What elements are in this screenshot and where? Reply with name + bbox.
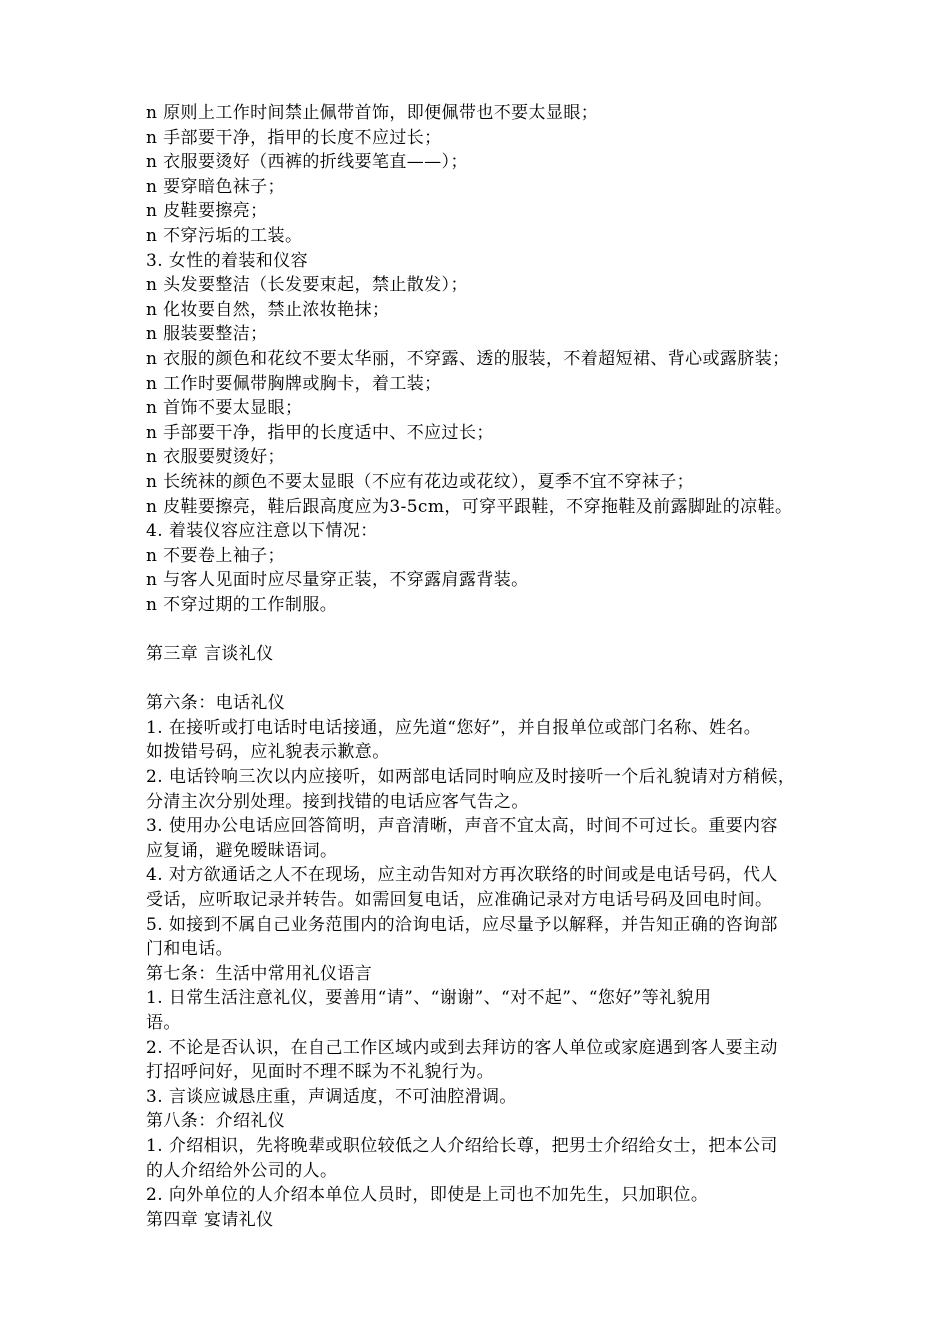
text-line: 4. 对方欲通话之人不在现场，应主动告知对方再次联络的时间或是电话号码，代人 xyxy=(146,865,778,886)
text-line: 语。 xyxy=(146,1012,181,1033)
text-line: n 原则上工作时间禁止佩带首饰，即便佩带也不要太显眼； xyxy=(146,103,599,123)
text-line: 5. 如接到不属自己业务范围内的洽询电话，应尽量予以解释，并告知正确的咨询部 xyxy=(146,914,778,935)
text-line: 门和电话。 xyxy=(146,939,233,960)
text-line: 3. 使用办公电话应回答简明，声音清晰，声音不宜太高，时间不可过长。重要内容 xyxy=(146,816,778,837)
blank-line xyxy=(146,617,860,642)
text-line: 应复诵，避免暧昧语词。 xyxy=(146,840,338,861)
text-line: 分清主次分别处理。接到找错的电话应客气告之。 xyxy=(146,791,529,812)
text-line: n 服装要整洁； xyxy=(146,324,268,345)
article-heading: 第八条：介绍礼仪 xyxy=(146,1111,286,1132)
text-line: n 衣服要熨烫好； xyxy=(146,447,285,468)
text-line: n 工作时要佩带胸牌或胸卡，着工装； xyxy=(146,373,442,394)
text-line: n 头发要整洁（长发要束起，禁止散发）； xyxy=(146,275,468,296)
text-line: 1. 在接听或打电话时电话接通，应先道“您好”，并自报单位或部门名称、姓名。 xyxy=(146,717,762,738)
article-heading: 第六条：电话礼仪 xyxy=(146,693,286,714)
document-body xyxy=(146,101,860,1232)
text-line: 如拨错号码，应礼貌表示歉意。 xyxy=(146,742,390,763)
text-line: n 不穿过期的工作制服。 xyxy=(146,594,338,615)
text-line: 1. 日常生活注意礼仪，要善用“请”、“谢谢”、“对不起”、“您好”等礼貌用 xyxy=(146,988,712,1009)
text-line: n 不要卷上袖子； xyxy=(146,545,285,566)
text-line: 3. 言谈应诚恳庄重，声调适度，不可油腔滑调。 xyxy=(146,1086,517,1107)
text-line: 2. 电话铃响三次以内应接听，如两部电话同时响应及时接听一个后礼貌请对方稍候， xyxy=(146,767,796,788)
text-line: n 手部要干净，指甲的长度适中、不应过长； xyxy=(146,422,494,443)
chapter-heading: 第四章 宴请礼仪 xyxy=(146,1209,274,1230)
text-line: n 手部要干净，指甲的长度不应过长； xyxy=(146,127,442,148)
text-line: 受话，应听取记录并转告。如需回复电话，应准确记录对方电话号码及回电时间。 xyxy=(146,890,773,910)
text-line: n 化妆要自然，禁止浓妆艳抹； xyxy=(146,299,390,320)
text-line: 2. 不论是否认识，在自己工作区域内或到去拜访的客人单位或家庭遇到客人要主动 xyxy=(146,1037,778,1058)
section-heading: 4. 着装仪容应注意以下情况： xyxy=(146,521,378,542)
blank-line xyxy=(146,667,860,692)
text-line: n 衣服的颜色和花纹不要太华丽，不穿露、透的服装，不着超短裙、背心或露脐装； xyxy=(146,348,790,369)
text-line: 的人介绍给外公司的人。 xyxy=(146,1160,338,1181)
section-heading: 3. 女性的着装和仪容 xyxy=(146,250,309,271)
text-line: n 长统袜的颜色不要太显眼（不应有花边或花纹），夏季不宜不穿袜子； xyxy=(146,471,695,492)
text-line: n 首饰不要太显眼； xyxy=(146,398,303,419)
text-line: n 要穿暗色袜子； xyxy=(146,176,285,197)
text-line: n 与客人见面时应尽量穿正装，不穿露肩露背装。 xyxy=(146,570,529,591)
text-line: 打招呼问好，见面时不理不睬为不礼貌行为。 xyxy=(146,1062,494,1083)
article-heading: 第七条：生活中常用礼仪语言 xyxy=(146,963,373,984)
text-line: 2. 向外单位的人介绍本单位人员时，即使是上司也不加先生，只加职位。 xyxy=(146,1185,709,1206)
text-line: n 不穿污垢的工装。 xyxy=(146,225,303,246)
text-line: 1. 介绍相识，先将晚辈或职位较低之人介绍给长尊，把男士介绍给女士，把本公司 xyxy=(146,1135,778,1156)
chapter-heading: 第三章 言谈礼仪 xyxy=(146,644,274,665)
text-line: n 皮鞋要擦亮； xyxy=(146,201,268,222)
text-line: n 皮鞋要擦亮，鞋后跟高度应为3-5cm，可穿平跟鞋，不穿拖鞋及前露脚趾的凉鞋。 xyxy=(146,496,793,517)
text-line: n 衣服要烫好（西裤的折线要笔直——）； xyxy=(146,152,468,173)
